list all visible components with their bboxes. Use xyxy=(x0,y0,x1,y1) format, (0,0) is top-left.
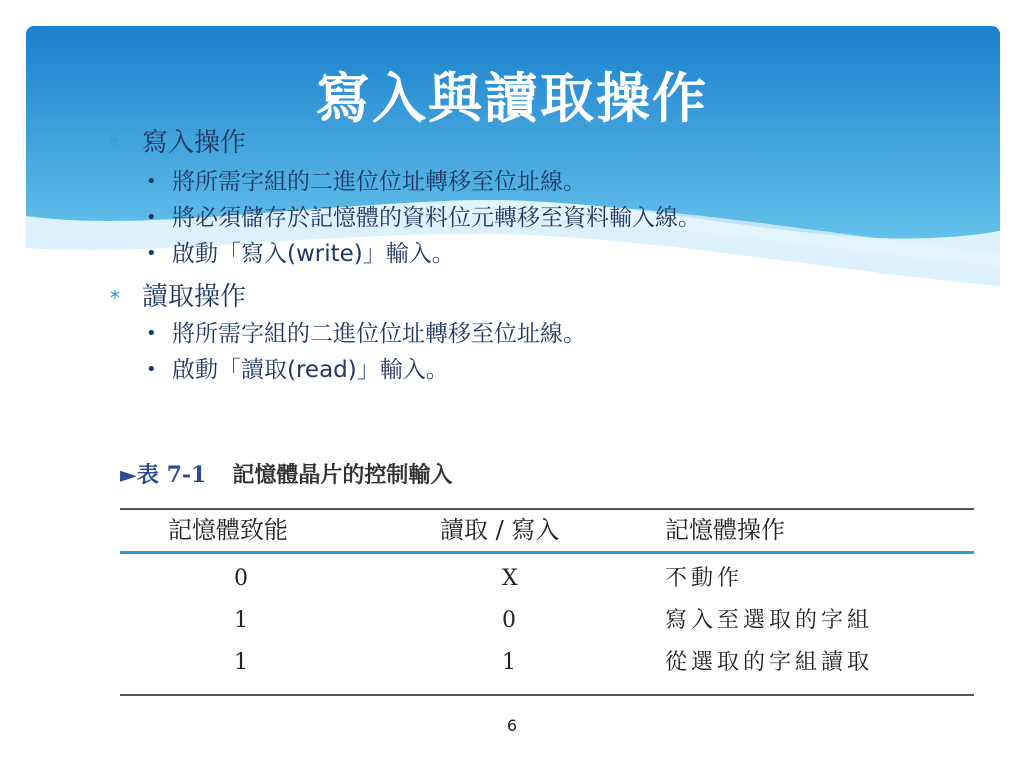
table-cell: 0 xyxy=(234,566,248,591)
table-cell: 不動作 xyxy=(665,566,744,591)
page-number: 6 xyxy=(506,716,518,735)
dot-bullet-icon: • xyxy=(146,207,157,228)
dot-bullet-icon: • xyxy=(146,323,157,344)
table-cell: 1 xyxy=(502,650,516,675)
asterisk-bullet-icon: * xyxy=(110,132,120,156)
dot-bullet-icon: • xyxy=(146,243,157,264)
slide-title: 寫入與讀取操作 xyxy=(316,67,708,130)
table-cell: 1 xyxy=(234,608,248,633)
table-tag: ►表 7-1 xyxy=(120,462,207,488)
table-header-cell: 記憶體操作 xyxy=(665,516,785,544)
table-cell: 寫入至選取的字組 xyxy=(665,608,874,633)
slide: 寫入與讀取操作 * 寫入操作 • 將所需字組的二進位位址轉移至位址線。 • 將必須儲存於記憶體的資料位元轉移至資料輸入線。 • 啟動「寫入(write)」輸入。 * 讀取操作 • 將所需字組的二進位位址轉移至位址線。 • 啟動「讀取(read)」輸入。 ►表 7-1 記憶體晶片的控制輸入 記憶體致能 讀取 / 寫入 記憶體操作 0 X 不動作 1 0 寫入至選取的字組 1 1 從選取的字組讀取 6 xyxy=(0,0,1024,768)
table-top-rule xyxy=(120,508,974,510)
dot-bullet-icon: • xyxy=(146,171,157,192)
table-caption xyxy=(120,458,452,489)
table-title: 記憶體晶片的控制輸入 xyxy=(232,462,453,488)
section-heading: 寫入操作 xyxy=(142,128,247,158)
table-cell: 0 xyxy=(502,608,516,633)
table-cell: 1 xyxy=(234,650,248,675)
dot-bullet-icon: • xyxy=(146,359,157,380)
table-header-cell: 讀取 / 寫入 xyxy=(440,516,560,544)
table-header-cell: 記憶體致能 xyxy=(168,516,288,544)
table-cell: 從選取的字組讀取 xyxy=(665,650,874,675)
table-cell: X xyxy=(502,566,518,591)
table-header-rule xyxy=(120,551,974,554)
section-heading: 讀取操作 xyxy=(142,282,247,312)
table-bottom-rule xyxy=(120,694,974,696)
asterisk-bullet-icon: * xyxy=(110,286,120,310)
